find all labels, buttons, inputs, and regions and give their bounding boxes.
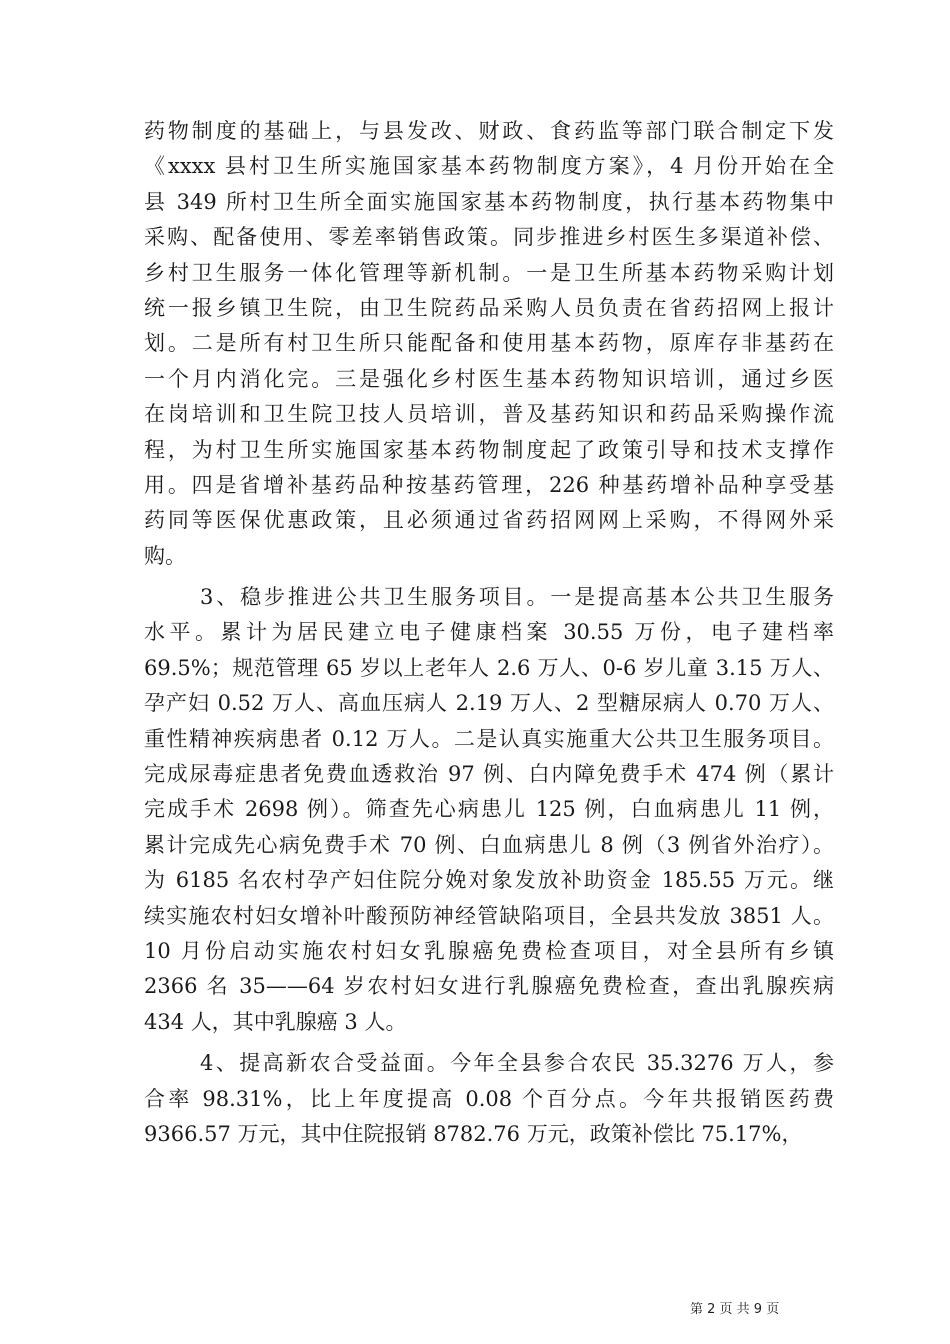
text-line: 用。四是省增补基药品种按基药管理，226 种基药增补品种享受基 — [144, 472, 834, 497]
text-line: 采购、配备使用、零差率销售政策。同步推进乡村医生多渠道补偿、 — [144, 225, 834, 250]
text-line: 重性精神疾病患者 0.12 万人。二是认真实施重大公共卫生服务项目。 — [144, 726, 834, 751]
text-line: 434 人，其中乳腺癌 3 人。 — [144, 1009, 407, 1034]
text-line: 3、稳步推进公共卫生服务项目。一是提高基本公共卫生服务 — [200, 585, 834, 610]
text-line: 《xxxx 县村卫生所实施国家基本药物制度方案》，4 月份开始在全 — [144, 154, 834, 179]
text-line: 一个月内消化完。三是强化乡村医生基本药物知识培训，通过乡医 — [144, 366, 834, 391]
paragraph — [144, 580, 834, 1040]
text-line: 69.5%；规范管理 65 岁以上老年人 2.6 万人、0-6 岁儿童 3.15 万人、 — [144, 655, 834, 680]
text-line: 在岗培训和卫生院卫技人员培训，普及基药知识和药品采购操作流 — [144, 402, 834, 427]
text-line: 2366 名 35——64 岁农村妇女进行乳腺癌免费检查，查出乳腺疾病 — [144, 974, 834, 999]
text-line: 孕产妇 0.52 万人、高血压病人 2.19 万人、2 型糖尿病人 0.70 万人、 — [144, 691, 834, 716]
text-line: 完成尿毒症患者免费血透救治 97 例、白内障免费手术 474 例（累计 — [144, 762, 834, 787]
text-line: 统一报乡镇卫生院，由卫生院药品采购人员负责在省药招网上报计 — [144, 295, 834, 320]
text-line: 药同等医保优惠政策，且必须通过省药招网网上采购，不得网外采 — [144, 508, 834, 533]
paragraph — [144, 1046, 834, 1152]
text-line: 4、提高新农合受益面。今年全县参合农民 35.3276 万人，参 — [200, 1051, 834, 1076]
text-line: 完成手术 2698 例）。筛查先心病患儿 125 例，白血病患儿 11 例， — [144, 797, 834, 822]
text-line: 乡村卫生服务一体化管理等新机制。一是卫生所基本药物采购计划 — [144, 260, 834, 285]
text-line: 药物制度的基础上，与县发改、财政、食药监等部门联合制定下发 — [144, 119, 834, 143]
text-line: 购。 — [144, 543, 186, 568]
document-body — [144, 114, 834, 1152]
text-line: 累计完成先心病免费手术 70 例、白血病患儿 8 例（3 例省外治疗）。 — [144, 832, 834, 857]
text-line: 程，为村卫生所实施国家基本药物制度起了政策引导和技术支撑作 — [144, 437, 834, 462]
text-line: 划。二是所有村卫生所只能配备和使用基本药物，原库存非基药在 — [144, 331, 834, 356]
text-line: 9366.57 万元，其中住院报销 8782.76 万元，政策补偿比 75.17%， — [144, 1121, 803, 1146]
text-line: 续实施农村妇女增补叶酸预防神经管缺陷项目，全县共发放 3851 人。 — [144, 903, 834, 928]
text-line: 合率 98.31%，比上年度提高 0.08 个百分点。今年共报销医药费 — [144, 1086, 834, 1111]
text-line: 水平。累计为居民建立电子健康档案 30.55 万份，电子建档率 — [144, 620, 834, 645]
text-line: 10 月份启动实施农村妇女乳腺癌免费检查项目，对全县所有乡镇 — [144, 938, 834, 963]
page-number-footer: 第 2 页 共 9 页 — [690, 1302, 780, 1317]
paragraph — [144, 114, 834, 574]
text-line: 县 349 所村卫生所全面实施国家基本药物制度，执行基本药物集中 — [144, 189, 834, 214]
text-line: 为 6185 名农村孕产妇住院分娩对象发放补助资金 185.55 万元。继 — [144, 868, 834, 893]
